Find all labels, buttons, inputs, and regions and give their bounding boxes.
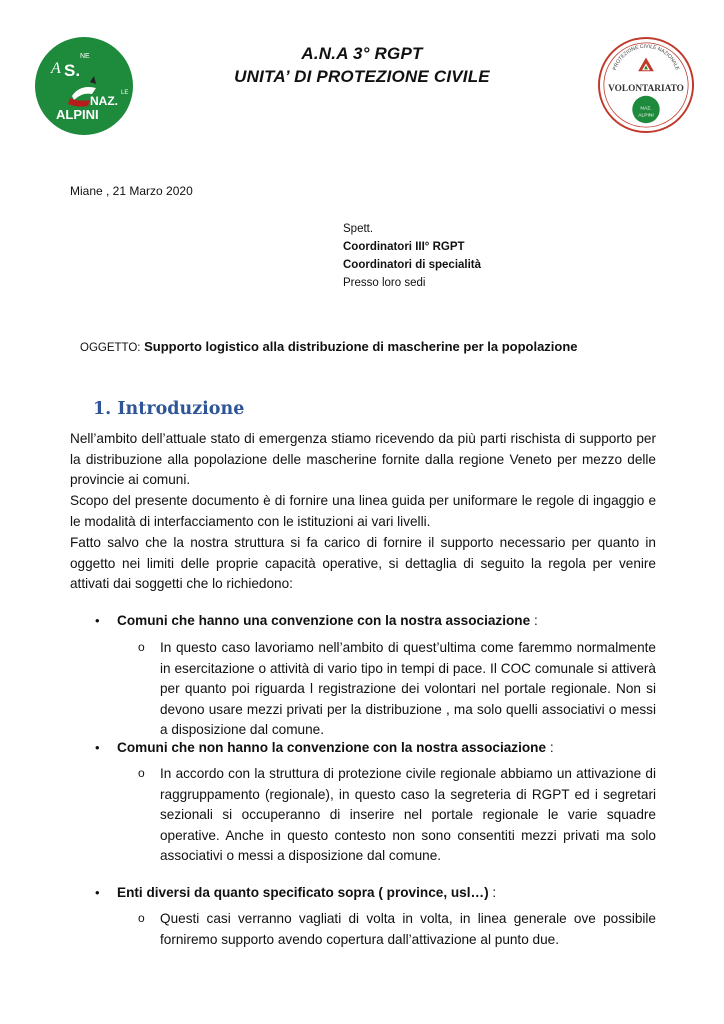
addressee-line3: Presso loro sedi — [343, 277, 426, 289]
bullet-marker: • — [95, 885, 100, 900]
bullet-title — [117, 738, 554, 759]
bullet-title — [117, 611, 538, 632]
logo-right-badge-line2: ALPINI — [638, 113, 654, 119]
subject-label: OGGETTO: — [80, 342, 141, 354]
logo-left-le: LE — [121, 90, 129, 96]
bullet-title — [117, 883, 496, 904]
subject-text: Supporto logistico alla distribuzione di mascherine per la popolazione — [144, 339, 578, 354]
paragraph-3: Fatto salvo che la nostra struttura si fa carico di fornire il supporto necessario per quanto in oggetto nei limiti delle proprie capacità operative, si dettaglia di seguito la regola per venire attivati dai soggetti che lo richiedono: — [70, 535, 656, 592]
bullet-marker: • — [95, 740, 100, 755]
bullet-marker: • — [95, 613, 100, 628]
sub-bullet-marker: o — [138, 766, 145, 780]
logo-left-ne: NE — [80, 53, 90, 60]
logo-right-label: VOLONTARIATO — [608, 83, 684, 94]
paragraph-2: Scopo del presente documento è di fornire una linea guida per uniformare le regole di ingaggio e le modalità di interfacciamento con le istituzioni ai vari livelli. — [70, 493, 656, 529]
sub-bullet-marker: o — [138, 911, 145, 925]
logo-left-a: A — [51, 60, 61, 77]
bullet-title-text: Comuni che hanno una convenzione con la nostra associazione — [117, 613, 531, 628]
addressee-line2: Coordinatori di specialità — [343, 259, 482, 271]
section-heading: 1. Introduzione — [93, 399, 245, 419]
logo-left-alpini: ALPINI — [56, 107, 99, 122]
addressee-block — [343, 220, 481, 292]
letter-date: Miane , 21 Marzo 2020 — [70, 184, 193, 198]
bullet-suffix: : — [488, 885, 497, 900]
paragraph-1: Nell’ambito dell’attuale stato di emergenza stiamo ricevendo da più parti rischista di supporto per la distribuzione alla popolazione delle mascherine fornite dalla regione Veneto per mezzo delle provincie ai comuni. — [70, 431, 656, 488]
bullet-title-text: Enti diversi da quanto specificato sopra ( province, usl…) — [117, 885, 489, 900]
addressee-salutation: Spett. — [343, 223, 374, 235]
bullet-suffix: : — [530, 613, 538, 628]
logo-right-badge-line1: NAZ. — [640, 106, 652, 112]
bullet-title-text: Comuni che non hanno la convenzione con la nostra associazione — [117, 740, 547, 755]
sub-bullet-text: Questi casi verranno vagliati di volta in volta, in linea generale ove possibile forniremo supporto avendo copertura dall’attivazione al punto due. — [160, 911, 656, 947]
addressee-line1: Coordinatori III° RGPT — [343, 241, 465, 253]
sub-bullet-text: In questo caso lavoriamo nell’ambito di quest’ultima come faremmo normalmente in esercitazione o attività di vario tipo in tempi di pace. Il COC comunale si attiverà per quanto poi riguarda l registrazione dei volontari nel portale regionale. Non si devono usare mezzi privati per la distribuzione , ma solo quelli associativi o messi a disposizione dal comune. — [160, 640, 656, 738]
header-title-line2: UNITA’ DI PROTEZIONE CIVILE — [234, 67, 490, 86]
logo-right-ring-text: PROTEZIONE CIVILE NAZIONALE — [612, 43, 680, 72]
logo-left-s: S. — [64, 61, 81, 80]
sub-bullet-text: In accordo con la struttura di protezione civile regionale abbiamo un attivazione di raggruppamento (regionale), in questo caso la segreteria di RGPT ed i segretari sezionali si occuperanno di inserire nel portale regionale le varie squadre operative. Anche in questo contesto non sono consentiti mezzi privati ma solo associativi o messi a disposizione dal comune. — [160, 766, 656, 864]
logo-left-naz: NAZ. — [90, 94, 118, 108]
protezione-civile-volontariato-logo-icon — [597, 36, 695, 134]
subject-line — [80, 339, 578, 354]
bullet-suffix: : — [546, 740, 554, 755]
header-title-line1: A.N.A 3° RGPT — [301, 44, 423, 63]
sub-bullet-marker: o — [138, 640, 145, 654]
